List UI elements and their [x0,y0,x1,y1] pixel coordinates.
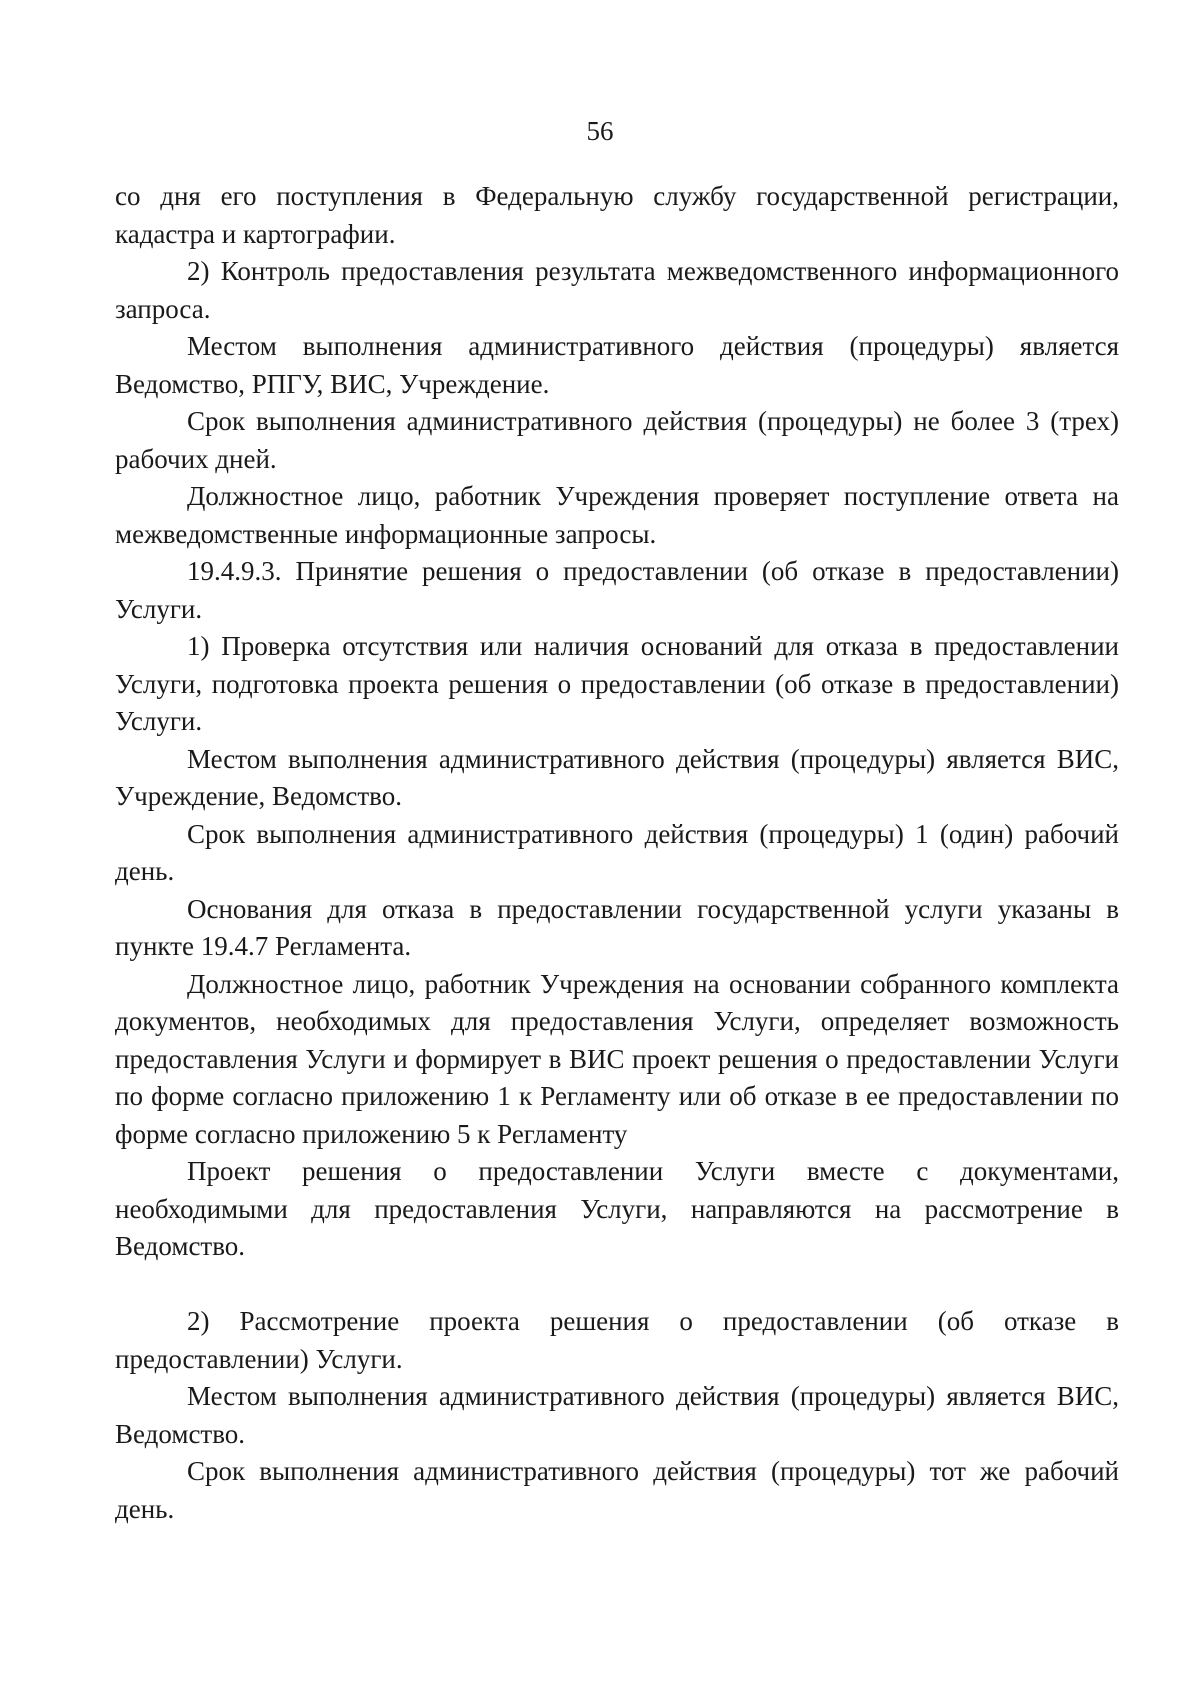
paragraph-gap [115,1266,1119,1304]
paragraph: Проект решения о предоставлении Услуги вместе с документами, необходимыми для предоставления Услуги, направляются на рассмотрение в Ведомство. [115,1156,1119,1261]
paragraph: 2) Рассмотрение проекта решения о предоставлении (об отказе в предоставлении) Услуги. [115,1306,1119,1374]
paragraph: Должностное лицо, работник Учреждения на основании собранного комплекта документов, необходимых для предоставления Услуги, определяет возможность предоставления Услуги и формирует в ВИС проект решения о предоставлении Услуги по форме согласно приложению 1 к Регламенту или об отказе в ее предоставлении по форме согласно приложению 5 к Регламенту [115,968,1119,1149]
paragraph: 2) Контроль предоставления результата межведомственного информационного запроса. [115,256,1119,324]
paragraph: Основания для отказа в предоставлении государственной услуги указаны в пункте 19.4.7 Регламента. [115,893,1119,961]
paragraph: 19.4.9.3. Принятие решения о предоставлении (об отказе в предоставлении) Услуги. [115,556,1119,624]
paragraph: Местом выполнения административного действия (процедуры) является Ведомство, РПГУ, ВИС, Учреждение. [115,331,1119,399]
paragraph: со дня его поступления в Федеральную службу государственной регистрации, кадастра и картографии. [115,181,1119,249]
paragraph: Срок выполнения административного действия (процедуры) не более 3 (трех) рабочих дней. [115,406,1119,474]
paragraph: Срок выполнения административного действия (процедуры) 1 (один) рабочий день. [115,818,1119,886]
paragraph: Местом выполнения административного действия (процедуры) является ВИС, Ведомство. [115,1381,1119,1449]
document-body [115,178,1119,1528]
paragraph: Срок выполнения административного действия (процедуры) тот же рабочий день. [115,1456,1119,1524]
page-number: 56 [586,116,614,146]
paragraph: Местом выполнения административного действия (процедуры) является ВИС, Учреждение, Ведомство. [115,743,1119,811]
paragraph: Должностное лицо, работник Учреждения проверяет поступление ответа на межведомственные информационные запросы. [115,481,1119,549]
paragraph: 1) Проверка отсутствия или наличия оснований для отказа в предоставлении Услуги, подготовка проекта решения о предоставлении (об отказе в предоставлении) Услуги. [115,631,1119,736]
